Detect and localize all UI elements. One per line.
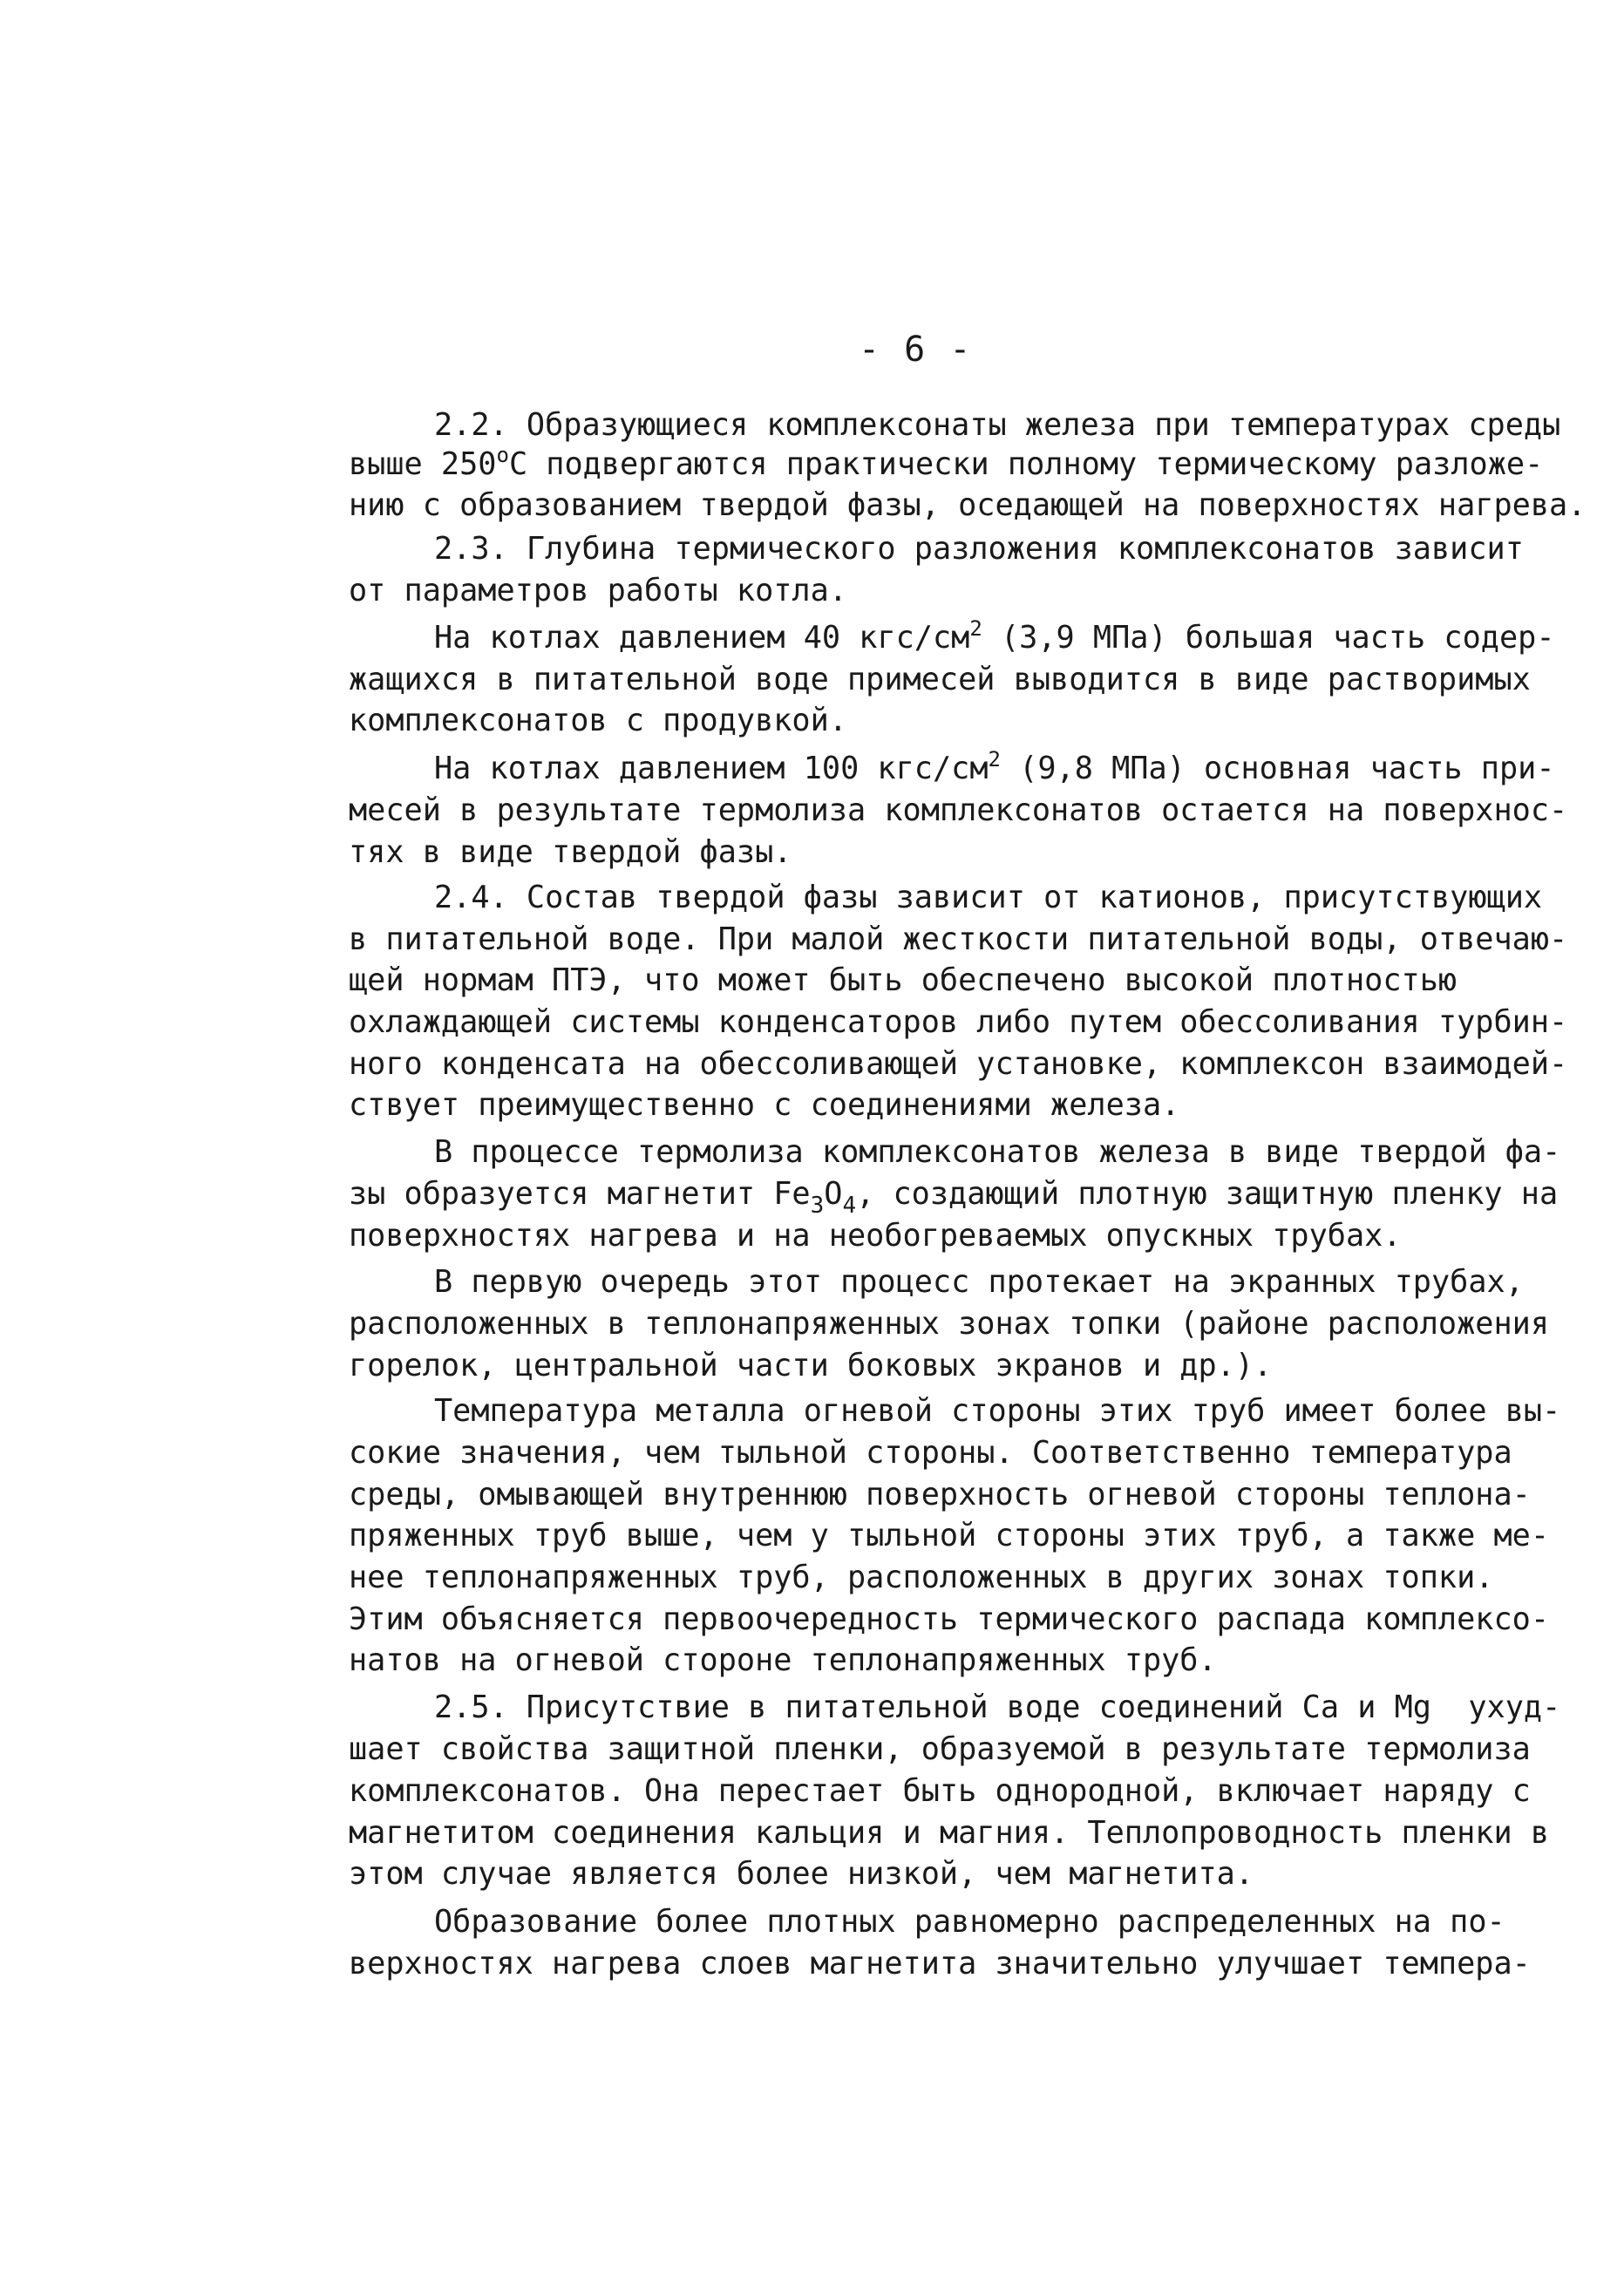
- text-line: 2.3. Глубина термического разложения комплексонатов зависит: [434, 531, 1524, 567]
- text-line: сокие значения, чем тыльной стороны. Соответственно температура: [349, 1435, 1512, 1471]
- text-segment: На котлах давлением 100 кгс/см: [434, 751, 989, 786]
- text-line: расположенных в теплонапряженных зонах топки (районе расположения: [349, 1306, 1550, 1342]
- text-line: шает свойства защитной пленки, образуемой в результате термолиза: [349, 1731, 1531, 1767]
- text-line: В процессе термолиза комплексонатов железа в виде твердой фа-: [434, 1134, 1561, 1170]
- text-segment: С подвергаются практически полному термическому разложе-: [508, 446, 1544, 482]
- text-line: жащихся в питательной воде примесей выводится в виде растворимых: [349, 662, 1531, 697]
- text-segment: (9,8 МПа) основная часть при-: [1001, 751, 1555, 786]
- text-line: поверхностях нагрева и на необогреваемых опускных трубах.: [349, 1218, 1402, 1254]
- text-line: магнетитом соединения кальция и магния. Теплопроводность пленки в: [349, 1815, 1550, 1851]
- text-line: ствует преимущественно с соединениями железа.: [349, 1087, 1180, 1123]
- text-line: верхностях нагрева слоев магнетита значительно улучшает темпера-: [349, 1946, 1531, 1982]
- text-line: Образование более плотных равномерно распределенных на по-: [434, 1904, 1505, 1940]
- subscript: 3: [810, 1193, 825, 1219]
- text-line: Этим объясняется первоочередность термического распада комплексо-: [349, 1601, 1550, 1637]
- superscript: о: [496, 443, 509, 467]
- text-line: [434, 616, 1555, 660]
- text-line: 2.2. Образующиеся комплексонаты железа при температурах среды: [434, 407, 1561, 443]
- text-line: комплексонатов с продувкой.: [349, 703, 847, 738]
- text-line: этом случае является более низкой, чем магнетита.: [349, 1856, 1254, 1892]
- text-line: комплексонатов. Она перестает быть однородной, включает наряду с: [349, 1773, 1531, 1809]
- text-line: от параметров работы котла.: [349, 573, 847, 608]
- text-line: нее теплонапряженных труб, расположенных в других зонах топки.: [349, 1560, 1494, 1595]
- text-line: нию с образованием твердой фазы, оседающей на поверхностях нагрева.: [349, 487, 1587, 523]
- superscript: 2: [988, 747, 1001, 772]
- text-line: месей в результате термолиза комплексонатов остается на поверхнос-: [349, 792, 1568, 828]
- text-line: среды, омывающей внутреннюю поверхность огневой стороны теплона-: [349, 1477, 1531, 1513]
- text-line: натов на огневой стороне теплонапряженных труб.: [349, 1642, 1217, 1678]
- text-line: 2.5. Присутствие в питательной воде соединений Ca и Mg ухуд-: [434, 1689, 1561, 1725]
- text-line: [349, 445, 1543, 486]
- page-number: - 6 -: [859, 330, 973, 370]
- text-line: в питательной воде. При малой жесткости питательной воды, отвечаю-: [349, 921, 1568, 957]
- text-line: ного конденсата на обессоливающей установке, комплексон взаимодей-: [349, 1046, 1568, 1082]
- text-line: щей нормам ПТЭ, что может быть обеспечено высокой плотностью: [349, 962, 1458, 998]
- text-line: Температура металла огневой стороны этих труб имеет более вы-: [434, 1393, 1561, 1429]
- text-line: [349, 1175, 1559, 1219]
- text-segment: O: [824, 1176, 843, 1212]
- text-segment: , создающий плотную защитную пленку на: [856, 1176, 1559, 1212]
- text-line: [434, 747, 1555, 791]
- text-line: В первую очередь этот процесс протекает на экранных трубах,: [434, 1264, 1524, 1300]
- superscript: 2: [969, 616, 982, 641]
- text-segment: зы образуется магнетит Fe: [349, 1176, 811, 1212]
- text-segment: выше 250: [349, 446, 497, 482]
- text-line: пряженных труб выше, чем у тыльной стороны этих труб, а также ме-: [349, 1518, 1550, 1553]
- text-line: охлаждающей системы конденсаторов либо путем обессоливания турбин-: [349, 1004, 1568, 1040]
- text-segment: На котлах давлением 40 кгс/см: [434, 620, 970, 656]
- text-line: горелок, центральной части боковых экранов и др.).: [349, 1348, 1273, 1383]
- text-segment: (3,9 МПа) большая часть содер-: [982, 620, 1555, 656]
- text-line: тях в виде твердой фазы.: [349, 834, 792, 870]
- subscript: 4: [842, 1193, 857, 1219]
- text-line: 2.4. Состав твердой фазы зависит от катионов, присутствующих: [434, 880, 1543, 915]
